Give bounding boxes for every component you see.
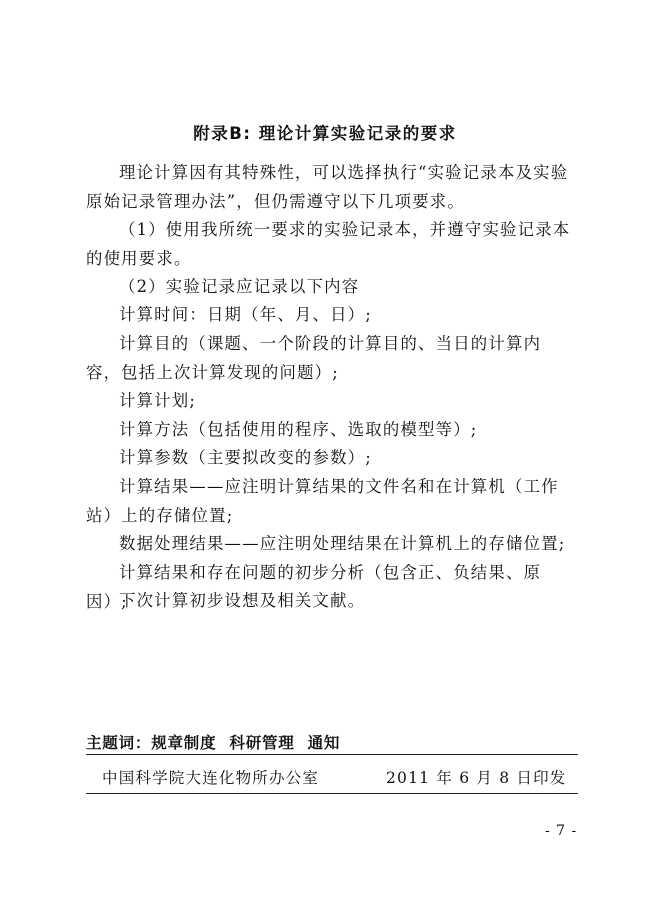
paragraph-preliminary-analysis: 计算结果和存在问题的初步分析（包含正、负结果、原因）; xyxy=(86,563,542,611)
issuer-name: 中国科学院大连化物所办公室 xyxy=(102,769,320,787)
subject-label: 主题词： xyxy=(86,734,152,752)
paragraph-item-1: （1）使用我所统一要求的实验记录本，并遵守实验记录本的使用要求。 xyxy=(86,220,571,268)
paragraph-calc-plan: 计算计划; xyxy=(119,391,197,410)
divider-top xyxy=(86,754,578,755)
paragraph-calc-purpose: 计算目的（课题、一个阶段的计算目的、当日的计算内容，包括上次计算发现的问题）; xyxy=(86,334,542,382)
paragraph-next-plan: 下次计算初步设想及相关文献。 xyxy=(119,591,366,610)
issue-date: 2011 年 6 月 8 日印发 xyxy=(386,769,567,787)
subject-keyword: 科研管理 xyxy=(229,734,295,752)
subject-keyword: 通知 xyxy=(307,734,341,752)
paragraph-calc-params: 计算参数（主要拟改变的参数）; xyxy=(119,448,372,467)
paragraph-intro: 理论计算因有其特殊性，可以选择执行“实验记录本及实验原始记录管理办法”，但仍需遵守以下几项要求。 xyxy=(86,163,569,211)
paragraph-calc-results: 计算结果——应注明计算结果的文件名和在计算机（工作站）上的存储位置; xyxy=(86,477,559,525)
paragraph-calc-time: 计算时间：日期（年、月、日）; xyxy=(119,305,372,324)
subject-keywords xyxy=(86,731,353,753)
subject-keyword: 规章制度 xyxy=(151,734,217,752)
paragraph-item-2: （2）实验记录应记录以下内容 xyxy=(119,277,360,296)
divider-bottom xyxy=(86,793,578,794)
page-number: - 7 - xyxy=(545,823,578,839)
document-title: 附录B: 理论计算实验记录的要求 xyxy=(193,124,457,143)
paragraph-calc-method: 计算方法（包括使用的程序、选取的模型等）; xyxy=(119,420,478,439)
paragraph-data-processing: 数据处理结果——应注明处理结果在计算机上的存储位置; xyxy=(119,534,566,553)
